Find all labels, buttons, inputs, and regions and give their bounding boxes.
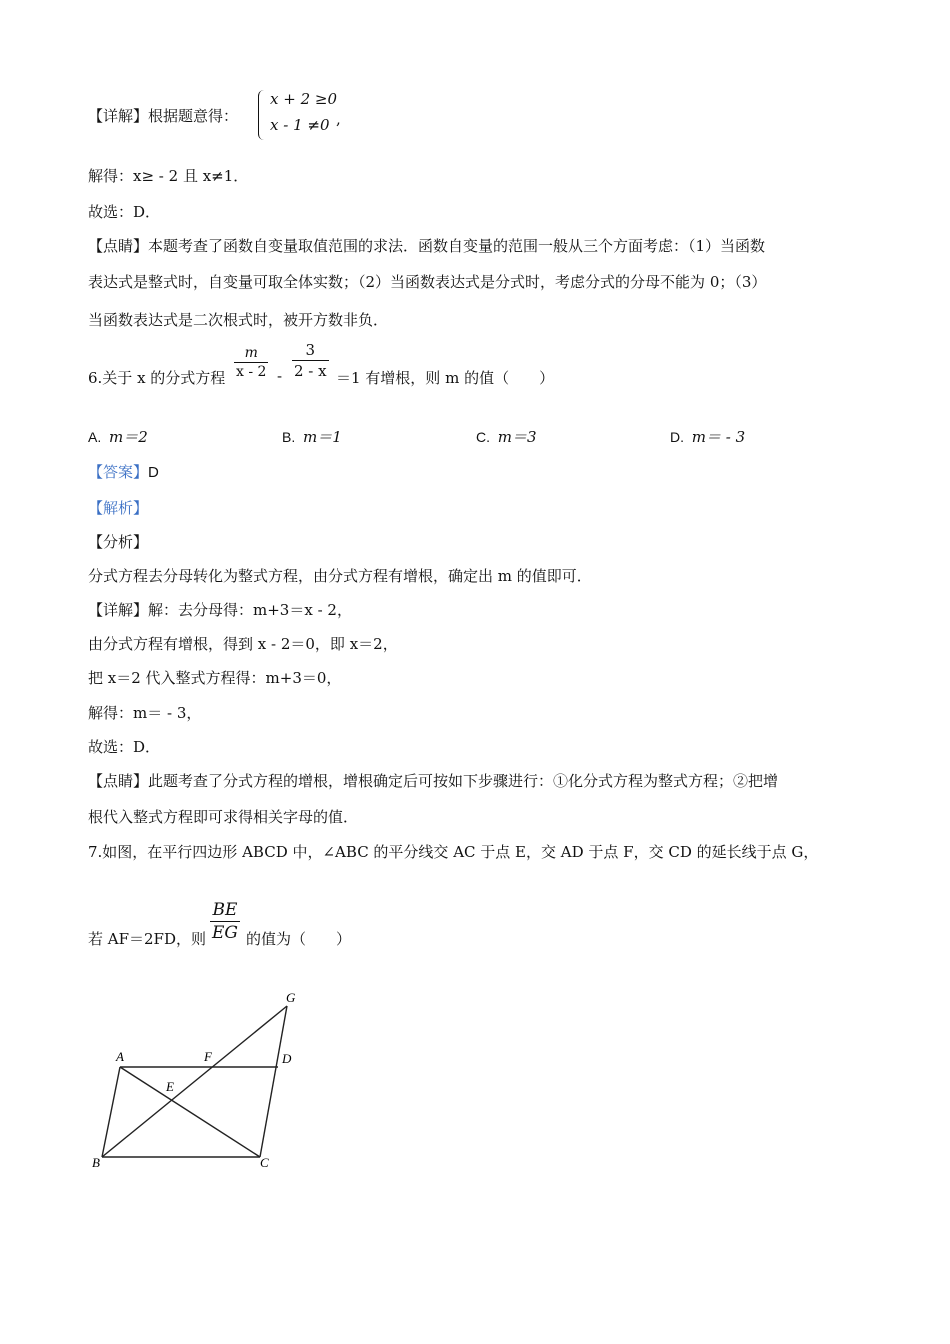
option-letter: A. [88, 429, 102, 445]
answer-line [88, 461, 159, 482]
detail-label: 【详解】根据题意得： [88, 107, 239, 125]
q6-fraction-2 [292, 341, 329, 380]
answer-value: D [148, 464, 159, 481]
brace [258, 90, 267, 140]
inequality-1: x + 2 ≥0 [270, 90, 337, 108]
option-a[interactable] [88, 426, 148, 447]
q7-line-1: 7.如图，在平行四边形 ABCD 中，∠ABC 的平分线交 AC 于点 E，交 AD 于点 F，交 CD 的延长线于点 G， [88, 843, 819, 861]
detail-line: 【详解】解：去分母得：m+3＝x - 2， [88, 601, 352, 619]
option-value: m＝3 [497, 428, 537, 446]
segment-ac [120, 1067, 260, 1157]
fraction-numerator: BE [212, 900, 238, 920]
option-value: m＝ - 3 [691, 428, 746, 446]
step-2: 由分式方程有增根，得到 x - 2＝0，即 x＝2， [88, 635, 398, 653]
parallelogram-figure [88, 985, 318, 1175]
option-value: m＝2 [109, 428, 148, 446]
step-3: 把 x＝2 代入整式方程得：m+3＝0， [88, 669, 342, 687]
fenxi-text: 分式方程去分母转化为整式方程，由分式方程有增根，确定出 m 的值即可． [88, 567, 592, 585]
comment-line-1: 【点睛】本题考查了函数自变量取值范围的求法．函数自变量的范围一般从三个方面考虑：（1）当函数 [88, 237, 766, 255]
fraction-denominator: x - 2 [236, 364, 267, 380]
segment-ab [102, 1067, 120, 1157]
fraction-denominator: EG [212, 923, 238, 943]
segment-bg [102, 1006, 287, 1157]
q6-fraction-1 [234, 345, 268, 380]
label-d: D [282, 1051, 292, 1066]
comment2-line-1: 【点睛】此题考查了分式方程的增根，增根确定后可按如下步骤进行：①化分式方程为整式方程；②把增 [88, 772, 779, 790]
q7-suffix: 的值为（ ） [246, 930, 352, 948]
fraction-numerator: m [244, 345, 258, 361]
detail-comma: , [336, 110, 341, 128]
answer-label: 【答案】 [88, 463, 149, 481]
q6-suffix: ＝1 有增根，则 m 的值（ ） [336, 369, 555, 387]
inequality-2: x - 1 ≠0 [270, 116, 330, 134]
inequality-system [258, 88, 348, 144]
segment-cg [260, 1006, 287, 1157]
comment2-line-2: 根代入整式方程即可求得相关字母的值． [88, 808, 359, 826]
choose-line: 故选：D． [88, 203, 161, 221]
fraction-denominator: 2 - x [294, 362, 327, 380]
minus-sign: - [277, 367, 283, 385]
solve-line: 解得：x≥ - 2 且 x≠1． [88, 167, 249, 185]
option-value: m＝1 [303, 428, 342, 446]
comment-line-2: 表达式是整式时，自变量可取全体实数；（2）当函数表达式是分式时，考虑分式的分母不能为 0；（3） [88, 273, 767, 291]
option-letter: C. [476, 429, 490, 445]
fenxi-label: 【分析】 [88, 533, 149, 551]
fraction-numerator: 3 [305, 341, 316, 359]
step-4: 解得：m＝ - 3， [88, 704, 202, 722]
analysis-label: 【解析】 [88, 499, 149, 517]
q7-fraction [210, 900, 240, 943]
label-f: F [204, 1049, 212, 1064]
option-letter: B. [282, 429, 296, 445]
choose-line-2: 故选：D． [88, 738, 161, 756]
q6-prefix: 6.关于 x 的分式方程 [88, 369, 226, 387]
q7-prefix: 若 AF＝2FD，则 [88, 930, 206, 948]
option-b[interactable] [282, 426, 342, 447]
label-e: E [166, 1079, 174, 1094]
option-c[interactable] [476, 426, 537, 447]
comment-line-3: 当函数表达式是二次根式时，被开方数非负． [88, 311, 389, 329]
option-d[interactable] [670, 426, 745, 447]
label-c: C [260, 1155, 269, 1170]
label-g: G [286, 990, 296, 1005]
label-a: A [116, 1049, 124, 1064]
label-b: B [92, 1155, 100, 1170]
option-letter: D. [670, 429, 684, 445]
